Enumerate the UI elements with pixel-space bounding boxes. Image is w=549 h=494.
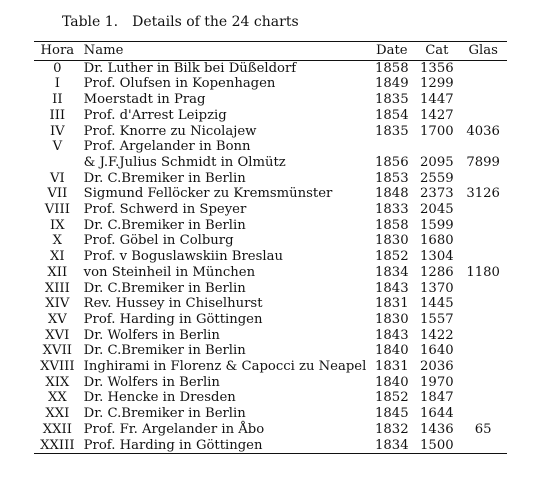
cell-date: 1849	[375, 76, 409, 92]
cell-hora: XIII	[44, 280, 70, 296]
cell-cat: 1304	[420, 249, 454, 265]
cell-glas	[459, 249, 507, 265]
table-row	[34, 60, 507, 76]
table-row	[34, 281, 507, 297]
cell-glas	[459, 312, 507, 328]
cell-hora: XV	[47, 311, 67, 327]
cell-date: 1854	[375, 107, 409, 123]
table-row	[34, 406, 507, 422]
table-row	[34, 328, 507, 344]
cell-cat: 2045	[420, 202, 454, 218]
cell-date: 1843	[375, 280, 409, 296]
cell-name: von Steinheil in München	[83, 264, 256, 280]
cell-glas	[459, 233, 507, 249]
cell-glas: 65	[474, 421, 492, 437]
cell-date: 1852	[375, 249, 409, 265]
cell-date: 1856	[375, 154, 409, 170]
table-row	[34, 92, 507, 108]
cell-name: Prof. Knorre zu Nicolajew	[83, 123, 257, 139]
table-row	[34, 108, 507, 124]
cell-date: 1848	[375, 186, 409, 202]
cell-cat: 1599	[420, 217, 454, 233]
cell-date: 1831	[375, 296, 409, 312]
cell-cat: 1445	[420, 296, 454, 312]
table-header	[34, 42, 507, 61]
table-row	[34, 186, 507, 202]
cell-glas: 1180	[466, 264, 500, 280]
cell-glas	[459, 328, 507, 344]
table-row	[34, 76, 507, 92]
charts-table	[34, 41, 507, 454]
cell-cat: 1557	[420, 311, 454, 327]
cell-date: 1831	[375, 359, 409, 375]
cell-name: Sigmund Fellöcker zu Kremsmünster	[83, 186, 333, 202]
cell-cat: 1427	[420, 107, 454, 123]
cell-glas	[459, 343, 507, 359]
column-header-glas: Glas	[468, 43, 498, 58]
cell-date: 1830	[375, 233, 409, 249]
cell-date: 1858	[375, 60, 409, 76]
cell-hora: XVIII	[40, 359, 75, 375]
table-row	[34, 265, 507, 281]
cell-glas	[459, 438, 507, 454]
cell-name: Prof. Argelander in Bonn	[83, 139, 251, 155]
cell-name: Prof. v Boguslawskiin Breslau	[83, 249, 283, 265]
cell-date: 1833	[375, 202, 409, 218]
cell-name: Dr. C.Bremiker in Berlin	[83, 217, 246, 233]
cell-cat: 2373	[420, 186, 454, 202]
cell-cat: 2036	[420, 359, 454, 375]
cell-date: 1858	[375, 217, 409, 233]
cell-glas: 4036	[466, 123, 500, 139]
cell-cat: 1680	[420, 233, 454, 249]
table-row	[34, 375, 507, 391]
cell-cat: 2095	[420, 154, 454, 170]
cell-hora: XIX	[45, 374, 70, 390]
cell-cat: 1286	[420, 264, 454, 280]
table-row	[34, 155, 507, 171]
cell-name: Dr. C.Bremiker in Berlin	[83, 280, 246, 296]
cell-glas	[459, 296, 507, 312]
cell-name: Prof. Göbel in Colburg	[83, 233, 234, 249]
cell-hora: IX	[50, 217, 65, 233]
table-row	[34, 390, 507, 406]
cell-date: 1843	[375, 327, 409, 343]
table-row	[34, 249, 507, 265]
cell-glas: 7899	[466, 154, 500, 170]
cell-cat: 1500	[420, 437, 454, 453]
cell-cat: 1447	[420, 92, 454, 108]
cell-hora: 0	[53, 60, 62, 76]
cell-date: 1835	[375, 123, 409, 139]
table-row	[34, 171, 507, 187]
table-row	[34, 359, 507, 375]
cell-name: Dr. C.Bremiker in Berlin	[83, 406, 246, 422]
cell-name: Prof. Harding in Göttingen	[83, 311, 263, 327]
cell-hora: VII	[47, 186, 68, 202]
table-row	[34, 296, 507, 312]
cell-cat: 1436	[420, 421, 454, 437]
cell-glas	[459, 375, 507, 391]
cell-date: 1840	[375, 374, 409, 390]
cell-cat: 1644	[420, 406, 454, 422]
cell-date: 1834	[375, 437, 409, 453]
cell-glas	[459, 171, 507, 187]
cell-cat: 1299	[420, 76, 454, 92]
cell-name: Prof. Schwerd in Speyer	[83, 202, 247, 218]
table-row	[34, 233, 507, 249]
column-header-hora: Hora	[40, 43, 75, 58]
cell-name: Dr. Luther in Bilk bei Düßeldorf	[83, 60, 297, 76]
table-body	[34, 60, 507, 454]
cell-name: Prof. Olufsen in Kopenhagen	[83, 76, 276, 92]
cell-date: 1830	[375, 311, 409, 327]
cell-glas: 3126	[466, 186, 500, 202]
cell-cat: 2559	[420, 170, 454, 186]
table-row	[34, 422, 507, 438]
cell-glas	[459, 359, 507, 375]
cell-name: Prof. Fr. Argelander in Åbo	[83, 421, 265, 437]
cell-hora: XXI	[45, 406, 70, 422]
cell-name: Prof. d'Arrest Leipzig	[83, 107, 227, 123]
table-row	[34, 202, 507, 218]
cell-glas	[459, 202, 507, 218]
cell-glas	[459, 218, 507, 234]
cell-cat: 1970	[420, 374, 454, 390]
cell-name: Rev. Hussey in Chiselhurst	[83, 296, 263, 312]
cell-glas	[459, 108, 507, 124]
cell-cat: 1640	[420, 343, 454, 359]
cell-hora: III	[49, 107, 66, 123]
cell-name: Dr. Wolfers in Berlin	[83, 374, 220, 390]
cell-cat: 1847	[420, 390, 454, 406]
cell-date: 1845	[375, 406, 409, 422]
table-row	[34, 343, 507, 359]
cell-hora: II	[52, 92, 63, 108]
cell-date: 1832	[375, 421, 409, 437]
table-row	[34, 124, 507, 140]
cell-hora: VIII	[44, 202, 70, 218]
cell-glas	[459, 390, 507, 406]
cell-date: 1834	[375, 264, 409, 280]
cell-glas	[459, 60, 507, 76]
table-row	[34, 312, 507, 328]
cell-hora: V	[52, 139, 63, 155]
cell-cat: 1370	[420, 280, 454, 296]
table-row	[34, 438, 507, 454]
cell-hora: X	[52, 233, 63, 249]
table-caption	[62, 14, 299, 30]
table-number: Table 1.	[62, 14, 119, 30]
cell-hora: XVII	[42, 343, 72, 359]
column-header-date: Date	[376, 43, 408, 58]
cell-hora	[34, 155, 81, 171]
cell-name: Dr. Wolfers in Berlin	[83, 327, 220, 343]
cell-name: Dr. C.Bremiker in Berlin	[83, 170, 246, 186]
cell-glas	[459, 139, 507, 155]
cell-hora: XI	[50, 249, 65, 265]
cell-name: Moerstadt in Prag	[83, 92, 206, 108]
cell-hora: XIV	[45, 296, 70, 312]
table-title: Details of the 24 charts	[132, 14, 299, 30]
column-header-name: Name	[83, 43, 124, 58]
cell-glas	[459, 406, 507, 422]
cell-glas	[459, 281, 507, 297]
cell-name: Prof. Harding in Göttingen	[83, 437, 263, 453]
table-row	[34, 139, 507, 155]
cell-name: Dr. Hencke in Dresden	[83, 390, 236, 406]
cell-cat: 1700	[420, 123, 454, 139]
cell-hora: IV	[49, 123, 65, 139]
cell-date: 1852	[375, 390, 409, 406]
cell-date: 1835	[375, 92, 409, 108]
cell-name: & J.F.Julius Schmidt in Olmütz	[83, 154, 286, 170]
cell-hora: XII	[47, 264, 68, 280]
cell-hora: XXII	[42, 421, 72, 437]
cell-hora: I	[54, 76, 60, 92]
cell-glas	[459, 92, 507, 108]
cell-hora: XXIII	[40, 437, 75, 453]
cell-cat: 1422	[420, 327, 454, 343]
column-header-cat: Cat	[425, 43, 449, 58]
cell-date: 1853	[375, 170, 409, 186]
cell-hora: XVI	[45, 327, 70, 343]
table-row	[34, 218, 507, 234]
cell-date: 1840	[375, 343, 409, 359]
cell-name: Inghirami in Florenz & Capocci zu Neapel	[83, 359, 367, 375]
cell-name: Dr. C.Bremiker in Berlin	[83, 343, 246, 359]
cell-cat: 1356	[420, 60, 454, 76]
cell-cat	[414, 139, 459, 155]
header-row	[34, 42, 507, 61]
cell-date	[369, 139, 414, 155]
cell-hora: XX	[47, 390, 67, 406]
cell-glas	[459, 76, 507, 92]
cell-hora: VI	[49, 170, 65, 186]
